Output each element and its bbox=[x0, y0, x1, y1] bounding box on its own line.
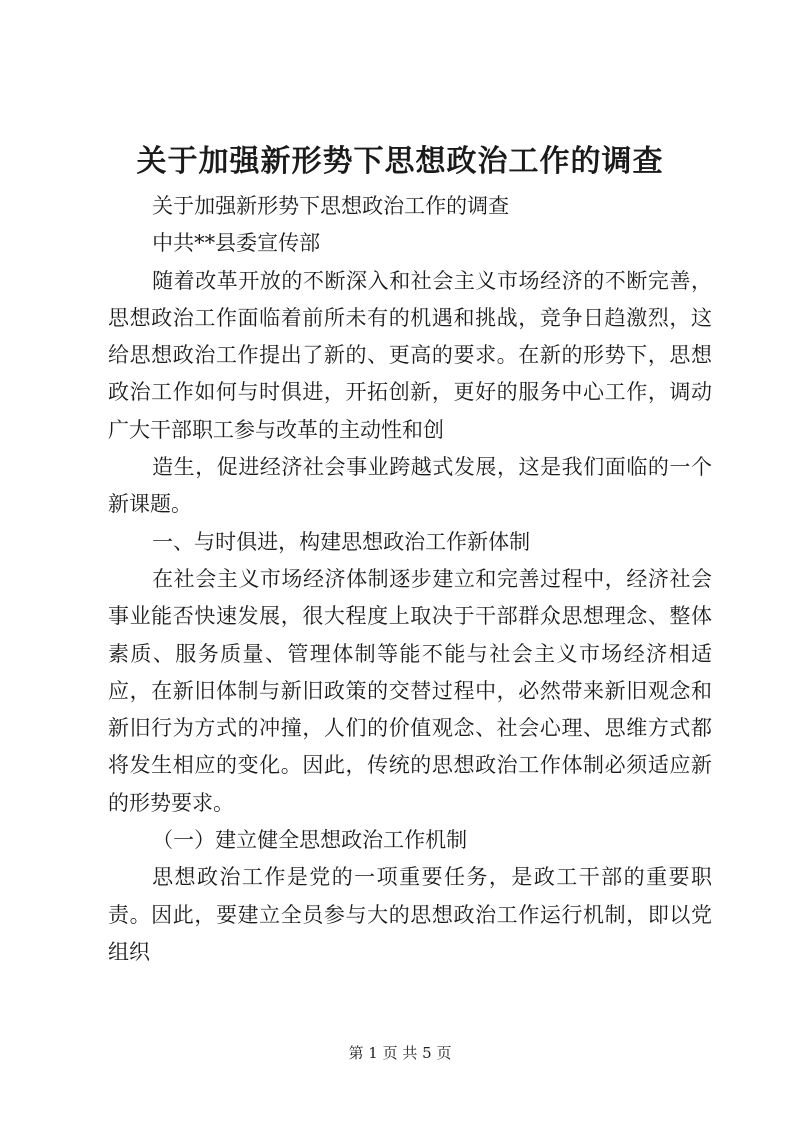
subsection-heading: （一）建立健全思想政治工作机制 bbox=[152, 828, 468, 853]
body-paragraph: 思想政治工作是党的一项重要任务，是政工干部的重要职责。因此，要建立全员参与大的思想政治工作运行机制，即以党组织 bbox=[108, 865, 712, 964]
document-title: 关于加强新形势下思想政治工作的调查 bbox=[136, 144, 664, 179]
body-paragraph: 随着改革开放的不断深入和社会主义市场经济的不断完善，思想政治工作面临着前所未有的机遇和挑战，竞争日趋激烈，这给思想政治工作提出了新的、更高的要求。在新的形势下，思想政治工作如何与时俱进，开拓创新，更好的服务中心工作，调动广大干部职工参与改革的主动性和创 bbox=[108, 268, 712, 442]
subtitle-paragraph: 关于加强新形势下思想政治工作的调查 bbox=[152, 194, 510, 218]
author-paragraph: 中共**县委宣传部 bbox=[152, 231, 321, 256]
page-number-footer: 第 1 页 共 5 页 bbox=[348, 1044, 452, 1062]
document-body bbox=[108, 188, 712, 971]
body-paragraph: 造生，促进经济社会事业跨越式发展，这是我们面临的一个新课题。 bbox=[108, 455, 712, 517]
section-heading: 一、与时俱进，构建思想政治工作新体制 bbox=[152, 529, 531, 554]
body-paragraph: 在社会主义市场经济体制逐步建立和完善过程中，经济社会事业能否快速发展，很大程度上取决于干部群众思想理念、整体素质、服务质量、管理体制等能不能与社会主义市场经济相适应，在新旧体制与新旧政策的交替过程中，必然带来新旧观念和新旧行为方式的冲撞，人们的价值观念、社会心理、思维方式都将发生相应的变化。因此，传统的思想政治工作体制必须适应新的形势要求。 bbox=[108, 566, 712, 815]
